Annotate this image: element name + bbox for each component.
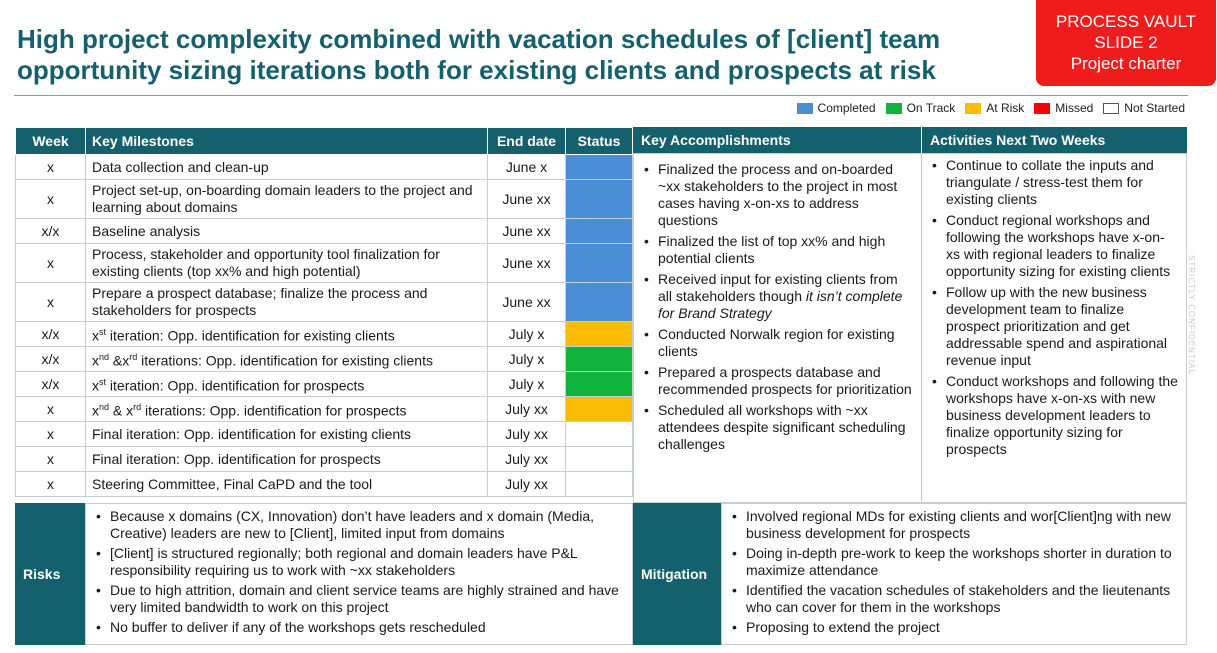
header-status: Status <box>566 128 633 155</box>
legend-label: At Risk <box>986 101 1025 115</box>
legend-label: Not Started <box>1124 101 1185 115</box>
week-cell: x/x <box>16 347 86 372</box>
week-cell: x <box>16 447 86 472</box>
next-weeks-panel <box>921 153 1187 503</box>
milestone-text: iteration: Opp. identification for existing clients <box>106 327 395 344</box>
next-weeks-header: Activities Next Two Weeks <box>922 127 1187 153</box>
mitigation-label: Mitigation <box>633 503 721 645</box>
legend-item <box>1103 101 1185 115</box>
mitigation-item: • Proposing to extend the project <box>746 619 1178 636</box>
status-section <box>15 127 1187 503</box>
risk-section <box>15 503 1187 645</box>
legend-swatch <box>965 103 981 114</box>
ordinal-suffix: rd <box>133 401 142 412</box>
week-cell: x/x <box>16 322 86 347</box>
end-date-cell: June xx <box>488 283 566 322</box>
table-header-row <box>16 128 633 155</box>
status-cell <box>566 219 633 244</box>
legend-label: Completed <box>817 101 876 115</box>
accomplishment-text: Conducted Norwalk region for existing clients <box>658 326 895 359</box>
ordinal-suffix: st <box>99 326 107 337</box>
risk-item: • Because x domains (CX, Innovation) don’t have leaders and x domain (Media, Creative) leaders are new to [Client], limited input from domains <box>110 508 624 542</box>
next-activity-item: • Conduct regional workshops and following the workshops have x-on-xs with regional leaders to finalize opportunity sizing for existing clients <box>946 212 1178 280</box>
risks-panel <box>85 503 633 645</box>
legend-swatch <box>1103 103 1119 114</box>
milestone-text: & x <box>109 402 134 419</box>
accomplishment-item <box>658 402 913 453</box>
confidential-watermark: STRICTLY CONFIDENTIAL <box>1187 255 1196 375</box>
accomplishments-panel <box>633 153 922 503</box>
next-activity-item: • Follow up with the new business development team to finalize prospect prioritization and get addressable spend and aspirational revenue input <box>946 284 1178 369</box>
status-legend <box>787 101 1185 115</box>
legend-label: Missed <box>1055 101 1094 115</box>
legend-item <box>1034 101 1093 115</box>
accomplishment-item <box>658 161 913 229</box>
mitigation-item: • Identified the vacation schedules of stakeholders and the lieutenants who can cover for them in the workshops <box>746 582 1178 616</box>
accomplishment-item <box>658 271 913 322</box>
table-row <box>16 472 633 497</box>
header-end-date: End date <box>488 128 566 155</box>
mitigation-item: • Involved regional MDs for existing clients and wor[Client]ng with new business development for prospects <box>746 508 1178 542</box>
status-cell <box>566 472 633 497</box>
next-weeks-list <box>922 157 1186 458</box>
tag-line-3: Project charter <box>1070 54 1182 73</box>
milestone-cell <box>86 372 488 397</box>
milestone-text: &x <box>109 352 130 369</box>
milestone-text: iteration: Opp. identification for prospects <box>106 377 365 394</box>
table-row <box>16 244 633 283</box>
slide-title <box>17 24 1047 86</box>
table-row <box>16 219 633 244</box>
end-date-cell: July x <box>488 322 566 347</box>
risks-list <box>86 508 632 636</box>
milestone-cell: Final iteration: Opp. identification for prospects <box>86 447 488 472</box>
table-row <box>16 372 633 397</box>
ordinal-suffix: nd <box>99 351 110 362</box>
accomplishment-text: Scheduled all workshops with ~xx attendees despite significant scheduling challenges <box>658 402 906 452</box>
milestone-text: x <box>92 352 99 369</box>
end-date-cell: June xx <box>488 219 566 244</box>
table-row <box>16 322 633 347</box>
next-activity-item: • Conduct workshops and following the workshops have x-on-xs with new business development leaders to finalize opportunity sizing for prospects <box>946 373 1178 458</box>
milestone-cell: Final iteration: Opp. identification for existing clients <box>86 422 488 447</box>
table-row <box>16 397 633 422</box>
status-cell <box>566 155 633 180</box>
end-date-cell: July xx <box>488 447 566 472</box>
end-date-cell: July xx <box>488 472 566 497</box>
week-cell: x <box>16 397 86 422</box>
tag-line-2: SLIDE 2 <box>1094 33 1158 52</box>
status-cell <box>566 180 633 219</box>
legend-swatch <box>886 103 902 114</box>
accomplishment-item <box>658 326 913 360</box>
legend-label: On Track <box>906 101 956 115</box>
risk-item: • Due to high attrition, domain and client service teams are highly strained and have very limited bandwidth to work on this project <box>110 582 624 616</box>
end-date-cell: June xx <box>488 244 566 283</box>
title-divider <box>14 95 1188 96</box>
legend-item <box>965 101 1024 115</box>
accomplishment-text: Finalized the list of top xx% and high potential clients <box>658 233 886 266</box>
ordinal-suffix: rd <box>129 351 138 362</box>
milestone-cell: Data collection and clean-up <box>86 155 488 180</box>
table-row <box>16 283 633 322</box>
week-cell: x <box>16 155 86 180</box>
end-date-cell: July xx <box>488 422 566 447</box>
week-cell: x/x <box>16 372 86 397</box>
status-cell <box>566 283 633 322</box>
accomplishment-emphasis: it isn’t complete for Brand Strategy <box>658 288 903 321</box>
risks-label: Risks <box>15 503 85 645</box>
status-cell <box>566 372 633 397</box>
week-cell: x <box>16 180 86 219</box>
table-row <box>16 347 633 372</box>
ordinal-suffix: nd <box>99 401 110 412</box>
legend-item <box>797 101 876 115</box>
table-row <box>16 447 633 472</box>
status-cell <box>566 322 633 347</box>
ordinal-suffix: st <box>99 376 107 387</box>
milestone-cell: Process, stakeholder and opportunity tool finalization for existing clients (top xx% and high potential) <box>86 244 488 283</box>
slide-title-line-2: opportunity sizing iterations both for existing clients and prospects at risk <box>17 55 936 85</box>
milestone-cell: Baseline analysis <box>86 219 488 244</box>
table-row <box>16 180 633 219</box>
status-cell <box>566 422 633 447</box>
milestone-text: x <box>92 327 99 344</box>
status-cell <box>566 347 633 372</box>
milestone-cell <box>86 397 488 422</box>
milestone-text: iterations: Opp. identification for prospects <box>141 402 407 419</box>
risk-item: • [Client] is structured regionally; both regional and domain leaders have P&L responsibility requiring us to work with ~xx stakeholders <box>110 545 624 579</box>
end-date-cell: June x <box>488 155 566 180</box>
table-row <box>16 155 633 180</box>
milestone-cell <box>86 322 488 347</box>
accomplishments-header: Key Accomplishments <box>633 127 921 153</box>
tag-line-1: PROCESS VAULT <box>1055 12 1197 31</box>
milestones-body <box>16 155 633 497</box>
mitigation-list <box>722 508 1186 636</box>
week-cell: x/x <box>16 219 86 244</box>
slide-title-line-1: High project complexity combined with vacation schedules of [client] team <box>17 24 941 54</box>
legend-swatch <box>797 103 813 114</box>
accomplishment-text: Prepared a prospects database and recommended prospects for prioritization <box>658 364 912 397</box>
mitigation-panel <box>721 503 1187 645</box>
table-row <box>16 422 633 447</box>
accomplishments-list <box>634 161 921 453</box>
milestone-text: iterations: Opp. identification for existing clients <box>137 352 433 369</box>
status-cell <box>566 244 633 283</box>
milestone-cell <box>86 347 488 372</box>
milestones-table <box>15 127 633 497</box>
week-cell: x <box>16 472 86 497</box>
risk-item: • No buffer to deliver if any of the workshops gets rescheduled <box>110 619 624 636</box>
milestone-cell: Project set-up, on-boarding domain leaders to the project and learning about domains <box>86 180 488 219</box>
header-milestones: Key Milestones <box>86 128 488 155</box>
accomplishment-text: Finalized the process and on-boarded ~xx stakeholders to the project in most cases having x-on-xs to address questions <box>658 161 898 228</box>
status-cell <box>566 397 633 422</box>
accomplishment-text: Received input for existing clients from all stakeholders though <box>658 271 898 304</box>
status-cell <box>566 447 633 472</box>
next-activity-item: • Continue to collate the inputs and triangulate / stress-test them for existing clients <box>946 157 1178 208</box>
accomplishment-item <box>658 364 913 398</box>
accomplishment-item <box>658 233 913 267</box>
week-cell: x <box>16 283 86 322</box>
legend-item <box>886 101 956 115</box>
milestone-cell: Steering Committee, Final CaPD and the tool <box>86 472 488 497</box>
milestone-text: x <box>92 402 99 419</box>
end-date-cell: July xx <box>488 397 566 422</box>
legend-swatch <box>1034 103 1050 114</box>
week-cell: x <box>16 244 86 283</box>
milestone-text: x <box>92 377 99 394</box>
week-cell: x <box>16 422 86 447</box>
end-date-cell: June xx <box>488 180 566 219</box>
header-week: Week <box>16 128 86 155</box>
end-date-cell: July x <box>488 347 566 372</box>
end-date-cell: July x <box>488 372 566 397</box>
mitigation-item: • Doing in-depth pre-work to keep the workshops shorter in duration to maximize attendance <box>746 545 1178 579</box>
milestone-cell: Prepare a prospect database; finalize the process and stakeholders for prospects <box>86 283 488 322</box>
process-vault-tag <box>1036 0 1216 86</box>
